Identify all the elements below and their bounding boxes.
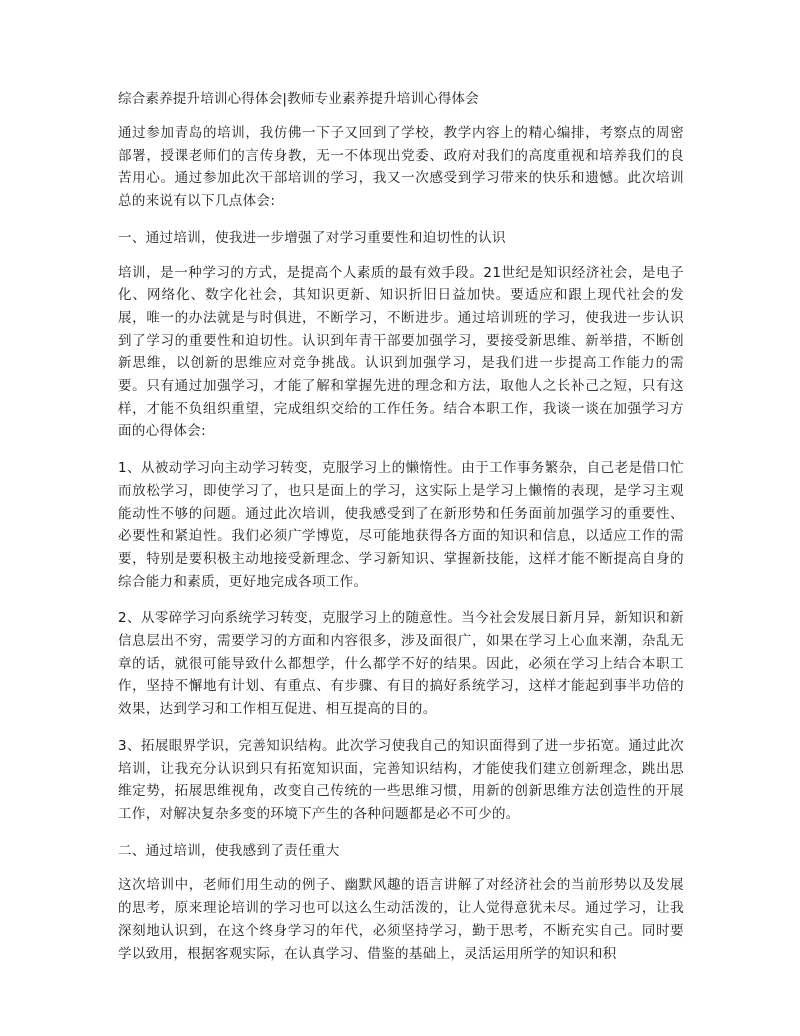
section-heading-2: 二、通过培训，使我感到了责任重大 [118, 842, 340, 859]
paragraph-5: 这次培训中，老师们用生动的例子、幽默风趣的语言讲解了对经济社会的当前形势以及发展的思考，原来理论培训的学习也可以这么生动活泼的，让人觉得意犹未尽。通过学习，让我深刻地认识到，在这个终身学习的年代，必须坚持学习，勤于思考，不断充实自己。同时要学以致用，根据客观实际，在认真学习、借鉴的基础上，灵活运用所学的知识和积 [118, 877, 684, 962]
paragraph-1: 培训，是一种学习的方式，是提高个人素质的最有效手段。21世纪是知识经济社会，是电子化、网络化、数字化社会，其知识更新、知识折旧日益加快。要适应和跟上现代社会的发展，唯一的办法就是与时俱进，不断学习，不断进步。通过培训班的学习，使我进一步认识到了学习的重要性和迫切性。认识到年青干部要加强学习，要接受新思维、新举措，不断创新思维，以创新的思维应对竞争挑战。认识到加强学习，是我们进一步提高工作能力的需要。只有通过加强学习，才能了解和掌握先进的理念和方法，取他人之长补己之短，只有这样，才能不负组织重望，完成组织交给的工作任务。结合本职工作，我谈一谈在加强学习方面的心得体会: [118, 264, 684, 440]
document-title: 综合素养提升培训心得体会|教师专业素养提升培训心得体会 [118, 91, 479, 107]
paragraph-2: 1、从被动学习向主动学习转变，克服学习上的懒惰性。由于工作事务繁杂，自己老是借口忙而放松学习，即使学习了，也只是面上的学习，这实际上是学习上懒惰的表现，是学习主观能动性不够的问题。通过此次培训，使我感受到了在新形势和任务面前加强学习的重要性、必要性和紧迫性。我们必须广学博览，尽可能地获得各方面的知识和信息，以适应工作的需要，特别是要积极主动地接受新理念、学习新知识、掌握新技能，这样才能不断提高自身的综合能力和素质，更好地完成各项工作。 [118, 460, 684, 590]
document-body [118, 88, 684, 979]
paragraph-4: 3、拓展眼界学识，完善知识结构。此次学习使我自己的知识面得到了进一步拓宽。通过此次培训，让我充分认识到只有拓宽知识面，完善知识结构，才能使我们建立创新理念，跳出思维定势，拓展思维视角，改变自己传统的一些思维习惯，用新的创新思维方法创造性的开展工作，对解决复杂多变的环境下产生的各种问题都是必不可少的。 [118, 737, 684, 822]
intro-paragraph: 通过参加青岛的培训，我仿佛一下子又回到了学校，教学内容上的精心编排，考察点的周密部署，授课老师们的言传身教，无一不体现出党委、政府对我们的高度重视和培养我们的良苦用心。通过参加此次干部培训的学习，我又一次感受到学习带来的快乐和遗憾。此次培训总的来说有以下几点体会: [118, 125, 684, 210]
section-heading-1: 一、通过培训，使我进一步增强了对学习重要性和迫切性的认识 [118, 229, 506, 246]
paragraph-3: 2、从零碎学习向系统学习转变，克服学习上的随意性。当今社会发展日新月异，新知识和新信息层出不穷，需要学习的方面和内容很多，涉及面很广，如果在学习上心血来潮，杂乱无章的话，就很可能导致什么都想学，什么都学不好的结果。因此，必须在学习上结合本职工作，坚持不懈地有计划、有重点、有步骤、有目的搞好系统学习，这样才能起到事半功倍的效果，达到学习和工作相互促进、相互提高的目的。 [118, 610, 684, 718]
